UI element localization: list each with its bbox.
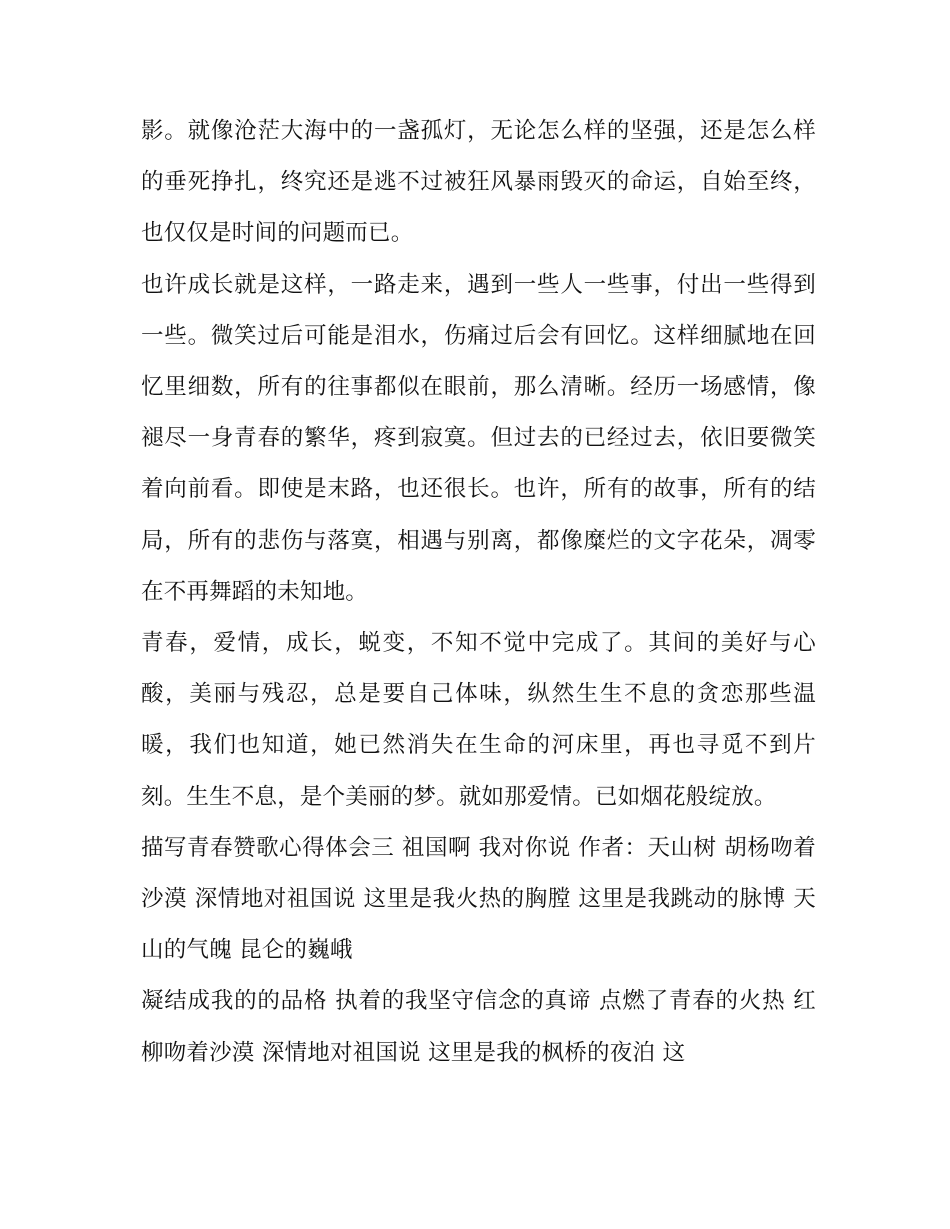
document-body bbox=[141, 106, 816, 1079]
paragraph-5: 凝结成我的的品格 执着的我坚守信念的真谛 点燃了青春的火热 红柳吻着沙漠 深情地对祖国说 这里是我的枫桥的夜泊 这 bbox=[141, 988, 816, 1066]
paragraph-2: 也许成长就是这样，一路走来，遇到一些人一些事，付出一些得到一些。微笑过后可能是泪水，伤痛过后会有回忆。这样细腻地在回忆里细数，所有的往事都似在眼前，那么清晰。经历一场感情，像褪尽一身青春的繁华，疼到寂寞。但过去的已经过去，依旧要微笑着向前看。即使是末路，也还很长。也许，所有的故事，所有的结局，所有的悲伤与落寞，相遇与别离，都像糜烂的文字花朵，凋零在不再舞蹈的未知地。 bbox=[141, 271, 816, 605]
paragraph-4: 描写青春赞歌心得体会三 祖国啊 我对你说 作者：天山树 胡杨吻着沙漠 深情地对祖国说 这里是我火热的胸膛 这里是我跳动的脉博 天山的气魄 昆仑的巍峨 bbox=[141, 834, 816, 964]
paragraph-3: 青春，爱情，成长，蜕变，不知不觉中完成了。其间的美好与心酸，美丽与残忍，总是要自己体味，纵然生生不息的贪恋那些温暖，我们也知道，她已然消失在生命的河床里，再也寻觅不到片刻。生生不息，是个美丽的梦。就如那爱情。已如烟花般绽放。 bbox=[141, 630, 816, 810]
paragraph-1: 影。就像沧茫大海中的一盏孤灯，无论怎么样的坚强，还是怎么样的垂死挣扎，终究还是逃不过被狂风暴雨毁灭的命运，自始至终，也仅仅是时间的问题而已。 bbox=[141, 118, 816, 247]
